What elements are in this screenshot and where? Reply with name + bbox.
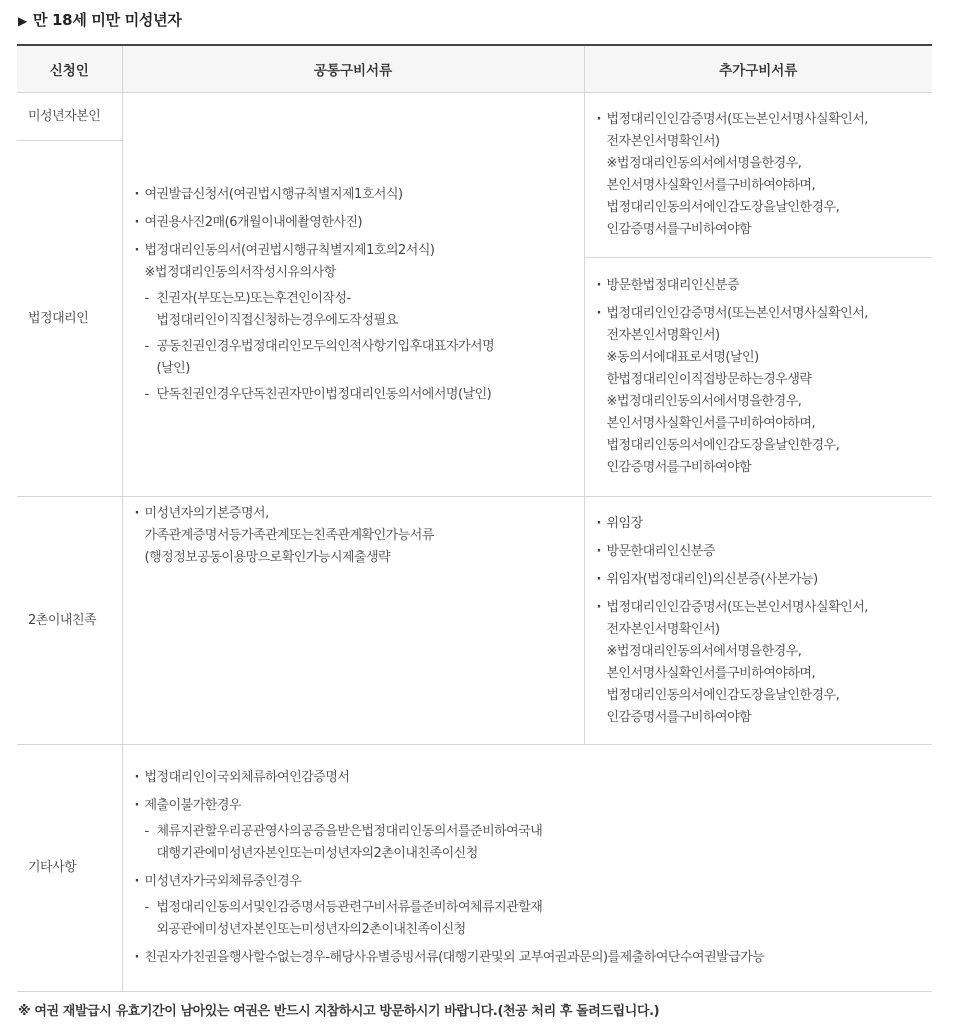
footnote: ※ 여권 재발급시 유효기간이 남아있는 여권은 반드시 지참하시고 방문하시기 바랍니다.(천공 처리 후 돌려드립니다.) [18,1004,660,1019]
header-additional-docs: 추가구비서류 [584,45,932,93]
list-item: · 위임자(법정대리인)의신분증(사본가능) [597,569,919,591]
list-item: - 친권자(부또는모)또는후견인이작성- 법정대리인이직접신청하는경우에도작성필요 [145,288,570,332]
list-item: - 공동친권인경우법정대리인모두의인적사항기입후대표자가서명 (날인) [145,336,570,380]
list-item: · 여권발급신청서(여권법시행규칙별지제1호서식) [135,184,570,206]
list-item: - 단독친권인경우단독친권자만이법정대리인동의서에서명(날인) [145,384,570,406]
requirements-table-wrapper [17,44,932,992]
list-item: · 위임장 [597,513,919,535]
list-item: · 방문한대리인신분증 [597,541,919,563]
list-item: · 법정대리인인감증명서(또는본인서명사실확인서, 전자본인서명확인서) ※법정대리인동의서에서명을한경우, 본인서명사실확인서를구비하여야하며, 법정대리인동의서에인감도장을날인한경우, 인감증명서를구비하여야함 [597,109,919,241]
list-item: · 제출이불가한경우 - 체류지관할우리공관영사의공증을받은법정대리인동의서를준비하여국내 대행기관에미성년자본인또는미성년자의2촌이내친족이신청 [135,795,919,865]
additional-relative-cell [584,497,932,745]
list-item: · 법정대리인인감증명서(또는본인서명사실확인서, 전자본인서명확인서) ※동의서에대표로서명(날인) 한법정대리인이직접방문하는경우생략 ※법정대리인동의서에서명을한경우, 본인서명사실확인서를구비하여야하며, 법정대리인동의서에인감도장을날인한경우, 인감증명서를구비하여야함 [597,303,919,479]
relative-common-cell [122,497,584,745]
additional-self-cell [584,93,932,258]
applicant-legal-rep: 법정대리인 [17,141,122,497]
list-item: - 법정대리인동의서및인감증명서등관련구비서류를준비하여체류지관할재 외공관에미성년자본인또는미성년자의2촌이내친족이신청 [145,897,919,941]
section-title [18,9,182,30]
header-common-docs: 공통구비서류 [122,45,584,93]
requirements-table [17,44,932,992]
header-applicant: 신청인 [17,45,122,93]
table-row [17,745,932,992]
table-row [17,497,932,745]
table-header-row [17,45,932,93]
table-row [17,93,932,141]
list-item: · 법정대리인인감증명서(또는본인서명사실확인서, 전자본인서명확인서) ※법정대리인동의서에서명을한경우, 본인서명사실확인서를구비하여야하며, 법정대리인동의서에인감도장을날인한경우, 인감증명서를구비하여야함 [597,597,919,729]
applicant-other: 기타사항 [17,745,122,992]
other-notes-cell [122,745,932,992]
list-item: · 여권용사진2매(6개월이내에촬영한사진) [135,212,570,234]
list-item: · 미성년자의기본증명서, 가족관계증명서등가족관계또는친족관계확인가능서류 (행정정보공동이용망으로확인가능시제출생략 [135,503,570,569]
list-item: · 방문한법정대리인신분증 [597,275,919,297]
common-docs-cell [122,93,584,497]
list-item: - 체류지관할우리공관영사의공증을받은법정대리인동의서를준비하여국내 대행기관에미성년자본인또는미성년자의2촌이내친족이신청 [145,821,919,865]
list-item: · 법정대리인이국외체류하여인감증명서 [135,767,919,789]
list-item: · 법정대리인동의서(여권법시행규칙별지제1호의2서식) ※법정대리인동의서작성시유의사항 - 친권자(부또는모)또는후견인이작성- 법정대리인이직접신청하는경우에도작성필요 - 공동친권인경우법정대리인모두의인적사항기입후대표자가서명 (날인) - 단독친권인경우단독친권자만이법정대리인동의서에서명(날인) [135,240,570,406]
section-title-text: 만 18세 미만 미성년자 [32,11,182,29]
additional-legal-cell [584,258,932,497]
applicant-minor-self: 미성년자본인 [17,93,122,141]
applicant-relative: 2촌이내친족 [17,497,122,745]
list-item: · 친권자가친권을행사할수없는경우-해당사유별증빙서류(대행기관및외 교부여권과문의)를제출하여단수여권발급가능 [135,947,919,969]
list-item: · 미성년자가국외체류중인경우 - 법정대리인동의서및인감증명서등관련구비서류를준비하여체류지관할재 외공관에미성년자본인또는미성년자의2촌이내친족이신청 [135,871,919,941]
triangle-right-icon: ▶ [18,14,27,28]
